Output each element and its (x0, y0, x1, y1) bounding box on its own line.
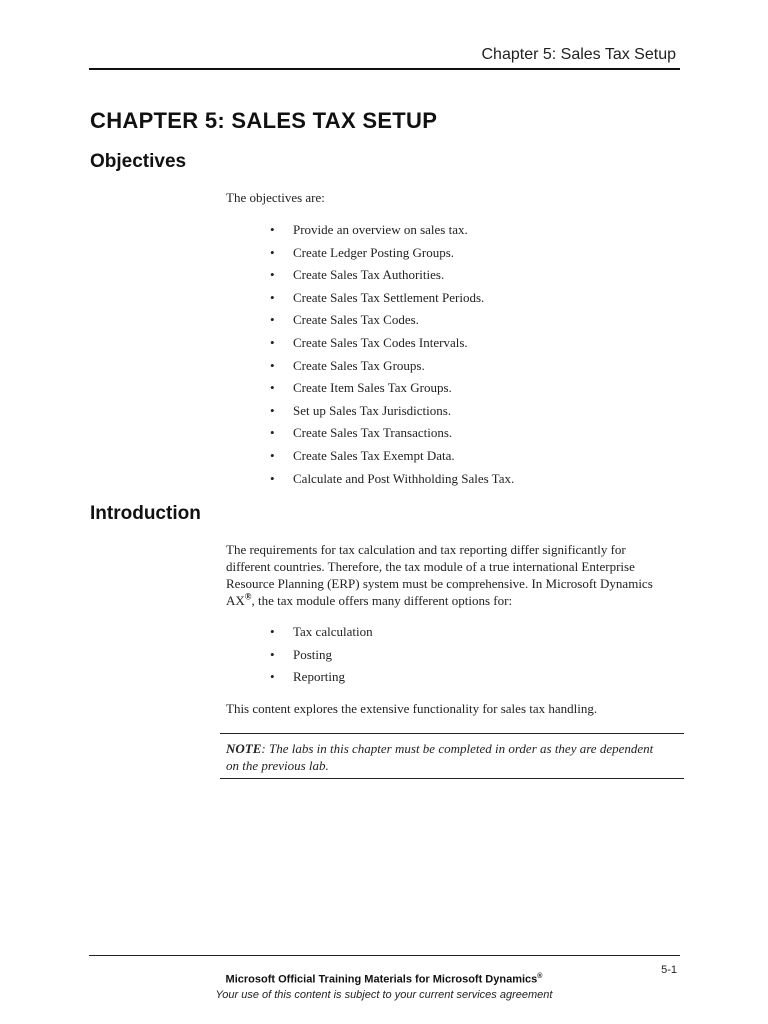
footer-registered-mark: ® (537, 973, 543, 980)
chapter-title: CHAPTER 5: SALES TAX SETUP (90, 108, 438, 133)
bullet-icon: • (270, 357, 275, 373)
bullet-icon: • (270, 267, 275, 283)
option-text: Tax calculation (293, 624, 373, 639)
objective-text: Create Sales Tax Settlement Periods. (293, 289, 485, 305)
introduction-paragraph (226, 541, 666, 609)
note-text (226, 740, 666, 774)
footer-divider (89, 955, 680, 956)
option-item (270, 646, 373, 669)
objective-item (270, 357, 514, 380)
bullet-icon: • (270, 646, 275, 662)
registered-mark: ® (244, 591, 252, 602)
bullet-icon: • (270, 402, 275, 418)
objective-item (270, 244, 514, 267)
footer-copyright-line (0, 973, 768, 986)
objectives-heading: Objectives (90, 151, 187, 172)
objectives-intro: The objectives are: (226, 190, 325, 205)
objective-item (270, 311, 514, 334)
objective-item (270, 424, 514, 447)
objective-text: Create Sales Tax Transactions. (293, 425, 453, 441)
note-body: : The labs in this chapter must be completed in order as they are dependent on the previous lab. (226, 741, 654, 773)
objective-item (270, 266, 514, 289)
bullet-icon: • (270, 380, 275, 396)
page-number: 5-1 (661, 964, 677, 976)
header-divider (89, 68, 680, 70)
option-item (270, 623, 373, 646)
bullet-icon: • (270, 244, 275, 260)
objective-item (270, 470, 514, 493)
objective-text: Provide an overview on sales tax. (293, 222, 468, 237)
option-text: Reporting (293, 669, 345, 685)
objective-text: Create Sales Tax Codes. (293, 312, 419, 328)
introduction-heading: Introduction (90, 503, 201, 524)
option-text: Posting (293, 646, 333, 662)
objectives-list (270, 221, 514, 492)
bullet-icon: • (270, 312, 275, 328)
footer-line1-text: Microsoft Official Training Materials for Microsoft Dynamics (225, 973, 538, 986)
bullet-icon: • (270, 669, 275, 685)
objective-text: Create Sales Tax Groups. (293, 357, 425, 373)
objective-text: Create Item Sales Tax Groups. (293, 380, 452, 396)
bullet-icon: • (270, 334, 275, 350)
bullet-icon: • (270, 470, 275, 486)
objective-text: Create Ledger Posting Groups. (293, 244, 455, 260)
running-header-title: Chapter 5: Sales Tax Setup (481, 46, 676, 63)
bullet-icon: • (270, 222, 275, 237)
objective-item (270, 447, 514, 470)
introduction-paragraph-tail: , the tax module offers many different options for: (251, 593, 513, 608)
note-label: NOTE (226, 741, 262, 756)
objective-item (270, 221, 514, 244)
objective-text: Create Sales Tax Codes Intervals. (293, 334, 468, 350)
introduction-closing: This content explores the extensive functionality for sales tax handling. (226, 701, 598, 716)
objective-text: Create Sales Tax Exempt Data. (293, 447, 455, 463)
introduction-options-list (270, 623, 373, 691)
bullet-icon: • (270, 425, 275, 441)
option-item (270, 668, 373, 691)
objective-text: Set up Sales Tax Jurisdictions. (293, 402, 452, 418)
objective-item (270, 379, 514, 402)
objective-item (270, 289, 514, 312)
bullet-icon: • (270, 624, 275, 639)
objective-item (270, 334, 514, 357)
introduction-paragraph-text: The requirements for tax calculation and tax reporting differ significantly for different countries. Therefore, the tax module of a true international Enterprise Resource Planning (ERP) system must be comprehensive. In Microsoft Dynamics AX (226, 542, 653, 608)
objective-item (270, 402, 514, 425)
objective-text: Calculate and Post Withholding Sales Tax. (293, 470, 515, 486)
bullet-icon: • (270, 289, 275, 305)
bullet-icon: • (270, 447, 275, 463)
objective-text: Create Sales Tax Authorities. (293, 267, 445, 283)
footer-agreement-line: Your use of this content is subject to your current services agreement (215, 989, 553, 1001)
note-box (220, 733, 684, 779)
